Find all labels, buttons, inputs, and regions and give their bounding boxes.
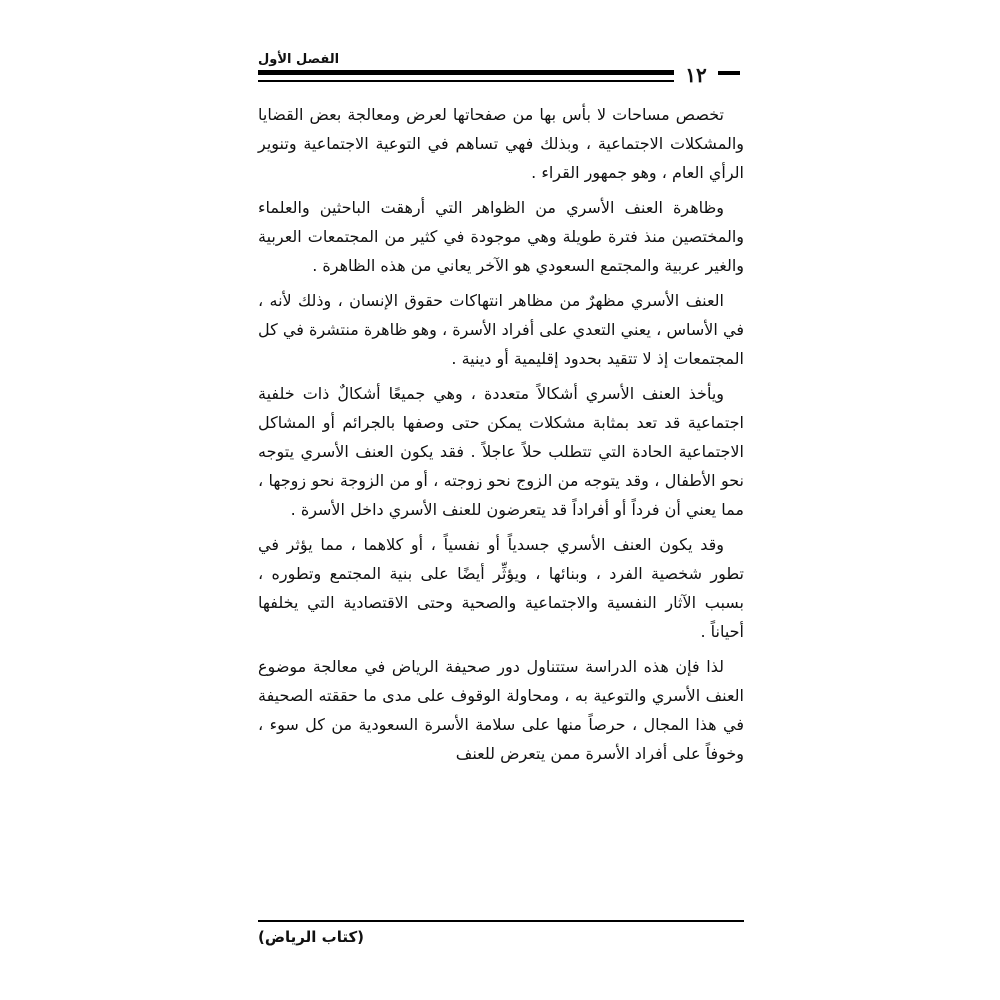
body-text [258,100,744,774]
paragraph: لذا فإن هذه الدراسة ستتناول دور صحيفة الرياض في معالجة موضوع العنف الأسري والتوعية به ، ومحاولة الوقوف على مدى ما حققته الصحيفة في هذا المجال ، حرصاً منها على سلامة الأسرة السعودية من كل سوء ، وخوفاً على أفراد الأسرة ممن يتعرض للعنف [258,657,744,763]
paragraph: تخصص مساحات لا بأس بها من صفحاتها لعرض ومعالجة بعض القضايا والمشكلات الاجتماعية ، وبذلك فهي تساهم في التوعية الاجتماعية وتنوير الرأي العام ، وهو جمهور القراء . [258,105,744,182]
paragraph: وقد يكون العنف الأسري جسدياً أو نفسياً ، أو كلاهما ، مما يؤثر في تطور شخصية الفرد ، وبنائها ، ويؤثِّر أيضًا على بنية المجتمع وتطوره ، بسبب الآثار النفسية والاجتماعية والصحية وحتى الاقتصادية التي يخلفها أحياناً . [258,535,744,641]
header-rule [258,70,674,75]
header-rule-thin [258,80,674,82]
chapter-title: الفصل الأول [258,52,340,67]
footer-rule [258,920,744,922]
paragraph: ويأخذ العنف الأسري أشكالاً متعددة ، وهي جميعًا أشكالٌ ذات خلفية اجتماعية قد تعد بمثابة مشكلات يمكن حتى وصفها بالجرائم أو المشاكل الاجتماعية الحادة التي تتطلب حلاً عاجلاً . فقد يكون العنف الأسري يتوجه نحو الأطفال ، وقد يتوجه من الزوج نحو زوجته ، أو من الزوجة نحو زوجها ، مما يعني أن فرداً أو أفراداً قد يتعرضون للعنف الأسري داخل الأسرة . [258,384,744,519]
paragraph: وظاهرة العنف الأسري من الظواهر التي أرهقت الباحثين والعلماء والمختصين منذ فترة طويلة وهي موجودة في كثير من المجتمعات العربية والغير عربية والمجتمع السعودي هو الآخر يعاني من هذه الظاهرة . [258,198,744,275]
footer-brand: (كتاب الرياض) [258,928,365,946]
page-number: ١٢ [678,63,714,87]
paragraph: العنف الأسري مظهرٌ من مظاهر انتهاكات حقوق الإنسان ، وذلك لأنه ، في الأساس ، يعني التعدي على أفراد الأسرة ، وهو ظاهرة منتشرة في كل المجتمعات إذ لا تتقيد بحدود إقليمية أو دينية . [258,291,744,368]
